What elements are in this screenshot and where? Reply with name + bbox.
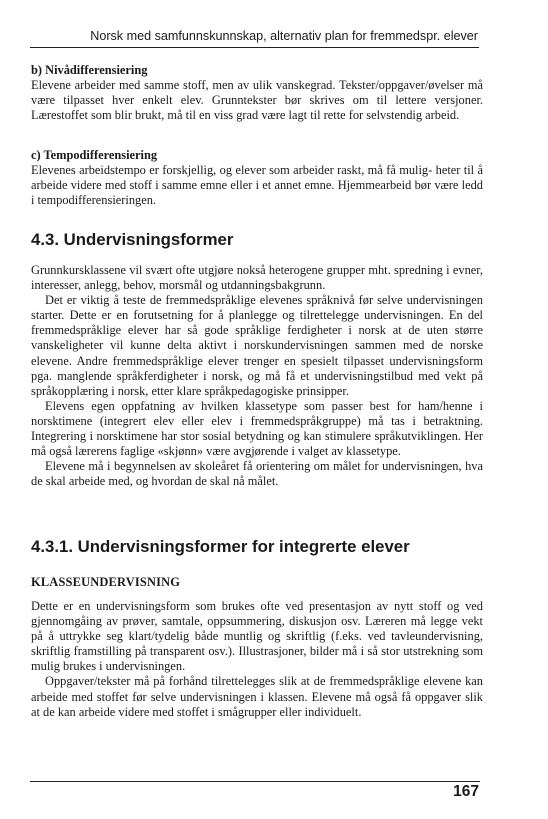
subheading-klasseundervisning: KLASSEUNDERVISNING — [31, 575, 181, 589]
section-nivaadifferensiering — [31, 63, 483, 123]
paragraph: Elevene må i begynnelsen av skoleåret få orientering om målet for undervisningen, hva de skal arbeide med, og hvordan de skal nå målet. — [31, 459, 483, 489]
section-heading: 4.3.1. Undervisningsformer for integrerte elever — [31, 537, 410, 556]
header-rule — [30, 47, 479, 48]
paragraph-nivaadifferensiering: Elevene arbeider med samme stoff, men av ulik vanskegrad. Tekster/oppgaver/øvelser må være tilpasset hver enkelt elev. Grunntekster bør skrives om til lettere versjoner. Lærestoffet som blir brukt, må til en viss grad være lagt til rette for selvstendig arbeid. — [31, 78, 483, 123]
page-number: 167 — [453, 783, 479, 800]
paragraph: Elevens egen oppfatning av hvilken klassetype som passer best for ham/henne i norsktimene (integrert elev eller elev i fremmedspråkgruppe) må tas i betraktning. Integrering i norsktimene har stor sosial betydning og kan stimulere språkutviklingen. Her må også lærerens faglige «skjønn» være avgjørende i valget av klassetype. — [31, 398, 483, 459]
section-klasseundervisning — [31, 575, 483, 590]
section-undervisningsformer-body — [31, 263, 483, 489]
paragraph: Oppgaver/tekster må på forhånd tilrettelegges slik at de fremmedspråklige elevene kan arbeide med stoffet før selve undervisningen i klassen. Elevene må også få oppgaver slik at de kan arbeide videre med stoffet i smågrupper eller individuelt. — [31, 674, 483, 719]
section-heading: 4.3. Undervisningsformer — [31, 230, 234, 249]
section-heading-4-3 — [31, 230, 483, 250]
running-header: Norsk med samfunnskunnskap, alternativ plan for fremmedspr. elever — [90, 29, 478, 43]
paragraph: Grunnkursklassene vil svært ofte utgjøre nokså heterogene grupper mht. spredning i evner, interesser, anlegg, behov, morsmål og utdanningsbakgrunn. — [31, 263, 483, 293]
section-klasseundervisning-body — [31, 599, 483, 720]
subheading-tempodifferensiering: c) Tempodifferensiering — [31, 148, 158, 162]
paragraph: Det er viktig å teste de fremmedspråklige elevenes språknivå før selve undervisningen starter. Dette er en forutsetning for å planlegge og tilrettelegge undervisningen. En del fremmedspråklige elever har så gode språklige ferdigheter i norsk at de uten større vanskeligheter vil kunne delta aktivt i norskundervisningen sammen med de norske elevene. Andre fremmedspråklige elever trenger en spesielt tilpasset undervisningsform pga. manglende språkferdigheter i norsk, og må få et undervisningstilbud med vekt på språkopplæring i norsk, etter klare språkpedagogiske prinsipper. — [31, 293, 483, 398]
paragraph: Dette er en undervisningsform som brukes ofte ved presentasjon av nytt stoff og ved gjennomgåing av prøver, samtale, oppsummering, diskusjon osv. Læreren må legge vekt på å uttrykke seg klart/tydelig både muntlig og skriftlig (f.eks. ved tavleundervisning, skriftlig framstilling på transparent osv.). Illustrasjoner, bilder må i så stor utstrekning som mulig brukes i undervisningen. — [31, 599, 483, 674]
section-heading-4-3-1 — [31, 537, 483, 557]
paragraph-tempodifferensiering: Elevenes arbeidstempo er forskjellig, og elever som arbeider raskt, må få mulig- heter til å arbeide videre med stoff i samme emne eller i et annet emne. Hjemmearbeid bør være ledd i tempodifferensieringen. — [31, 163, 483, 208]
section-tempodifferensiering — [31, 148, 483, 208]
subheading-nivaadifferensiering: b) Nivådifferensiering — [31, 63, 148, 77]
